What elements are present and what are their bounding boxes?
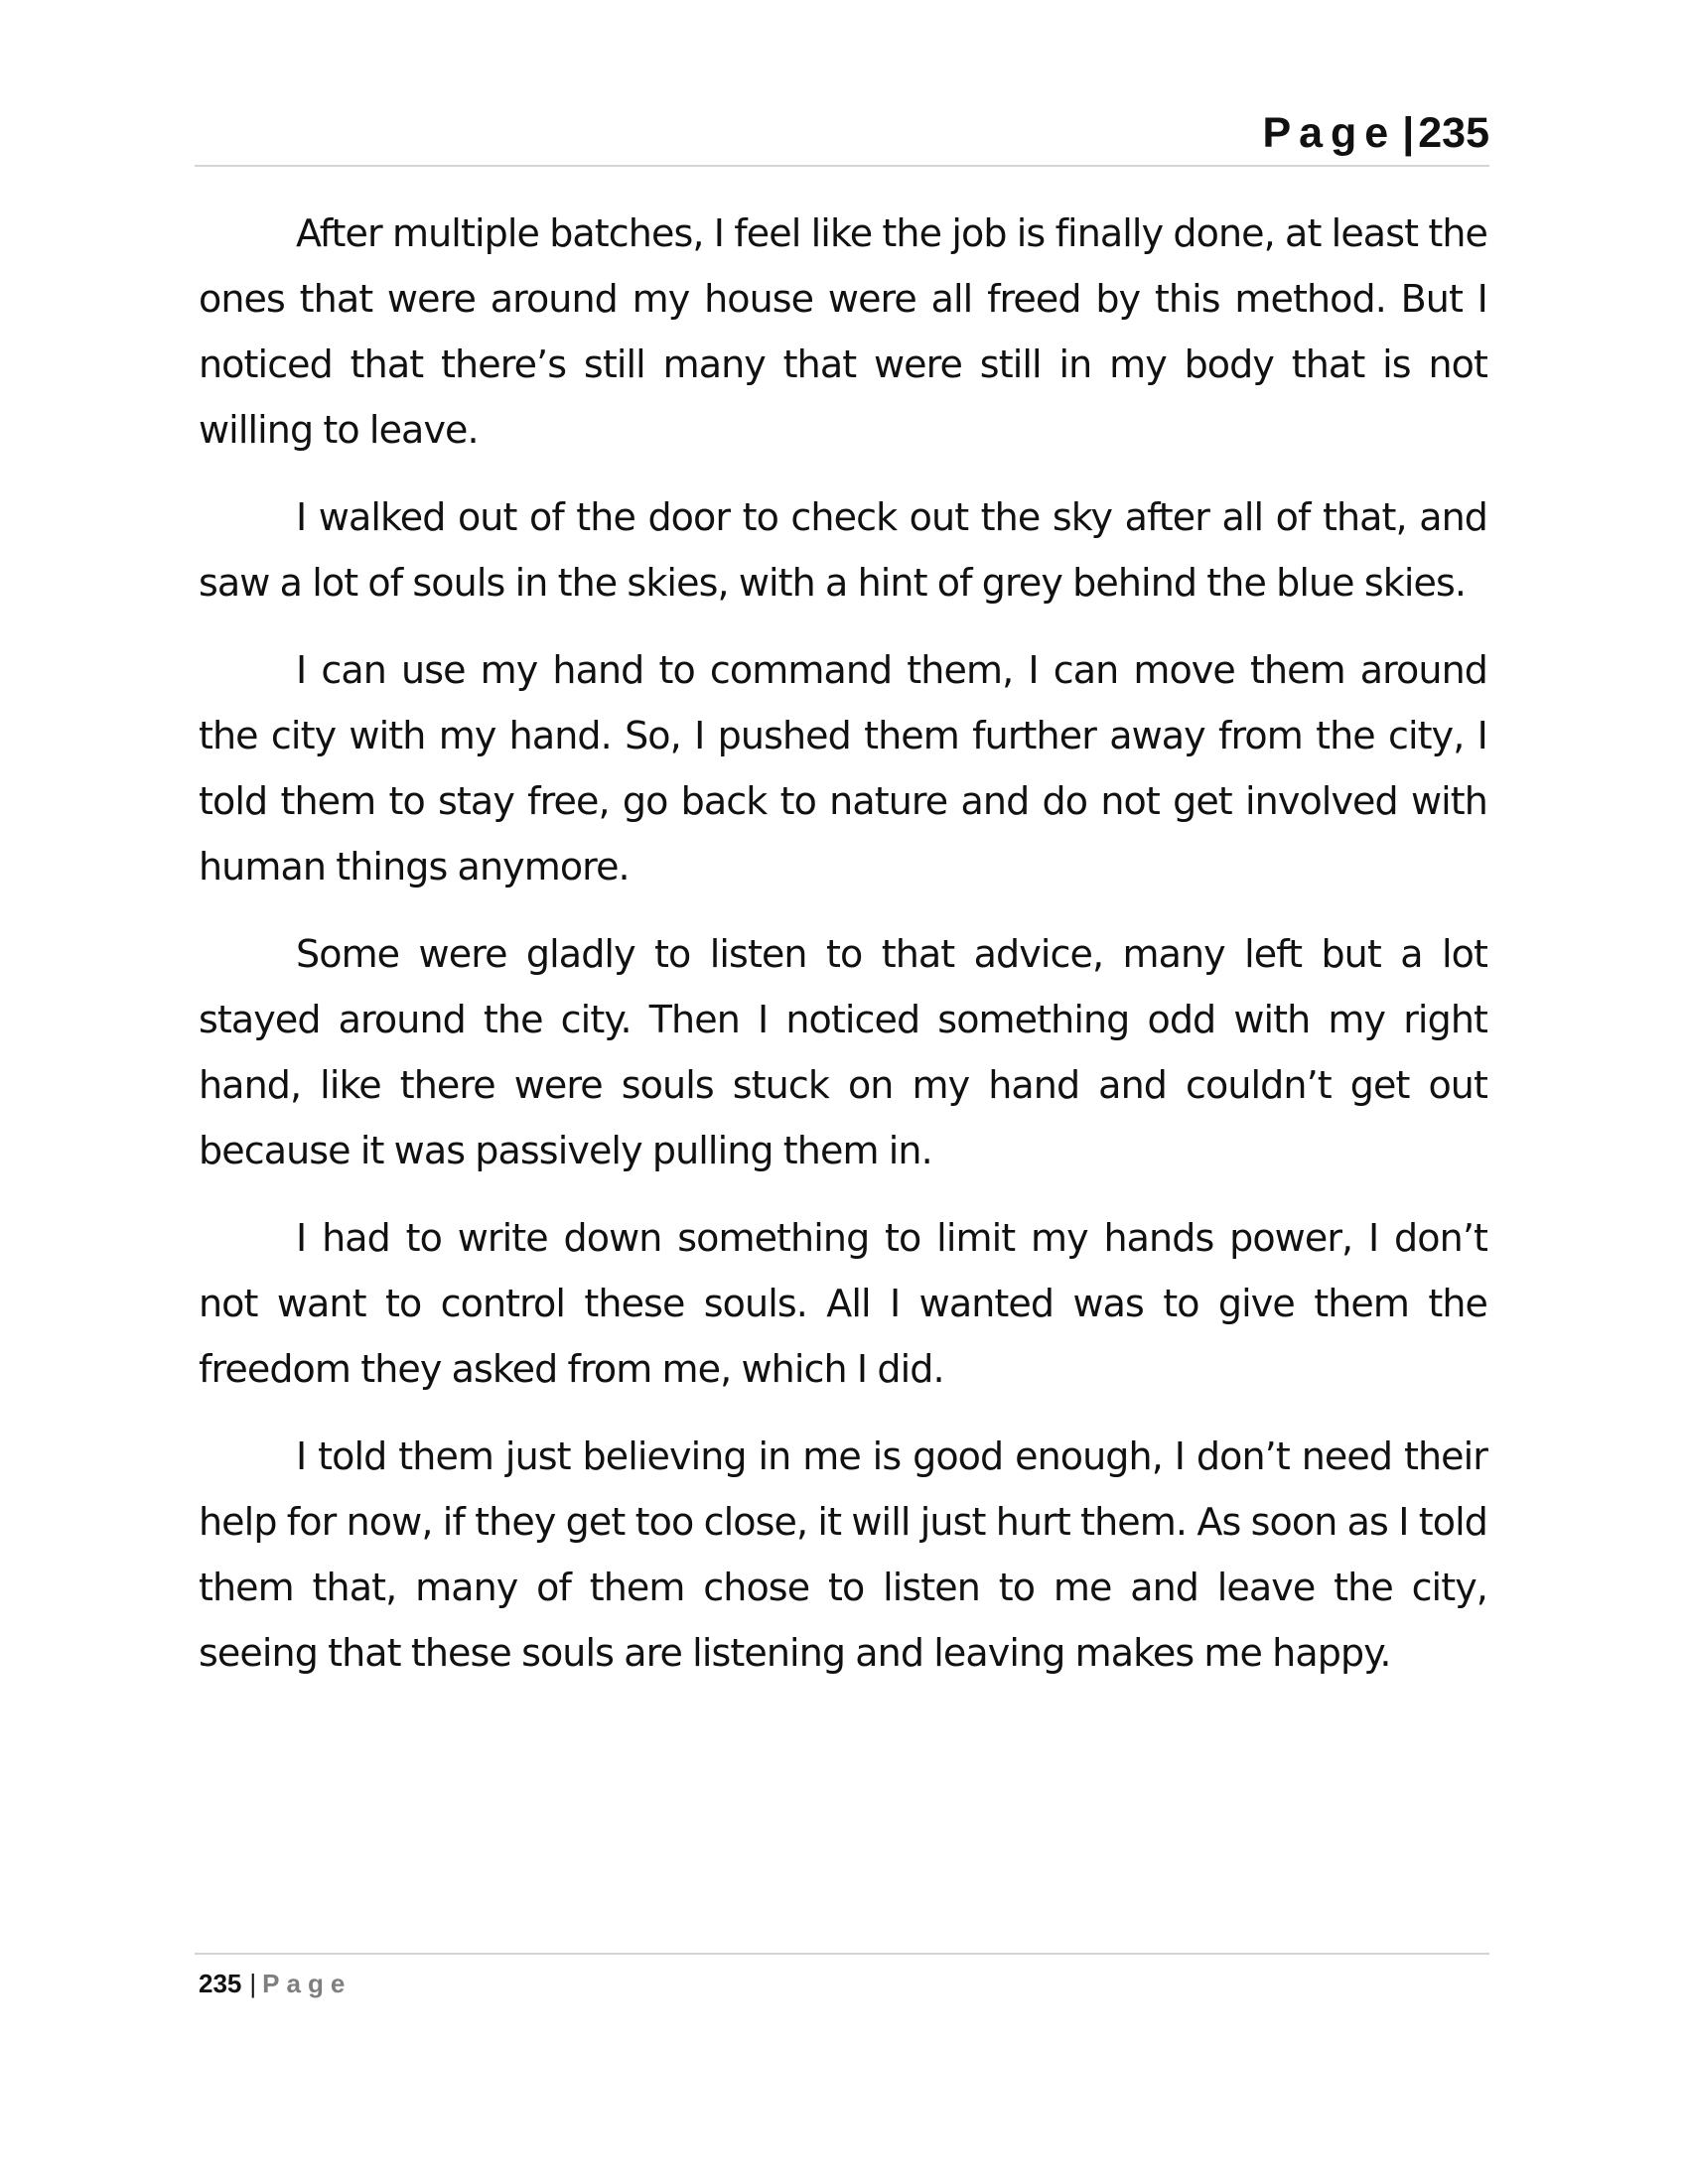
paragraph: I can use my hand to command them, I can move them around the city with my hand. So, I pushed them further away from the city, I told them to stay free, go back to nature and do not get involved with human things anymore. xyxy=(199,648,1487,888)
header-separator: | xyxy=(1402,109,1415,157)
paragraph: After multiple batches, I feel like the job is finally done, at least the ones that were around my house were all freed by this method. But I noticed that there’s still many that were still in my body that is not willing to leave. xyxy=(199,211,1487,452)
paragraph: I walked out of the door to check out the sky after all of that, and saw a lot of souls in the skies, with a hint of grey behind the blue skies. xyxy=(199,495,1487,605)
paragraph: I told them just believing in me is good enough, I don’t need their help for now, if they get too close, it will just hurt them. As soon as I told them that, many of them chose to listen to me and leave the city, seeing that these souls are listening and leaving makes me happy. xyxy=(199,1434,1487,1675)
page-body xyxy=(199,201,1487,1707)
paragraph: I had to write down something to limit my hands power, I don’t not want to control these souls. All I wanted was to give them the freedom they asked from me, which I did. xyxy=(199,1216,1487,1391)
footer-page-word: Page xyxy=(262,1969,352,1998)
footer-page-number: 235 xyxy=(199,1969,242,1998)
header-page-number: 235 xyxy=(1418,109,1489,157)
header-rule xyxy=(195,165,1489,167)
footer-rule xyxy=(195,1953,1489,1955)
page-header xyxy=(195,103,1489,163)
paragraph: Some were gladly to listen to that advice, many left but a lot stayed around the city. Then I noticed something odd with my right hand, like there were souls stuck on my hand and couldn’t get out because it was passively pulling them in. xyxy=(199,932,1487,1172)
page-footer xyxy=(199,1964,352,2003)
footer-separator: | xyxy=(249,1969,257,1998)
header-page-word: Page xyxy=(1262,109,1397,157)
